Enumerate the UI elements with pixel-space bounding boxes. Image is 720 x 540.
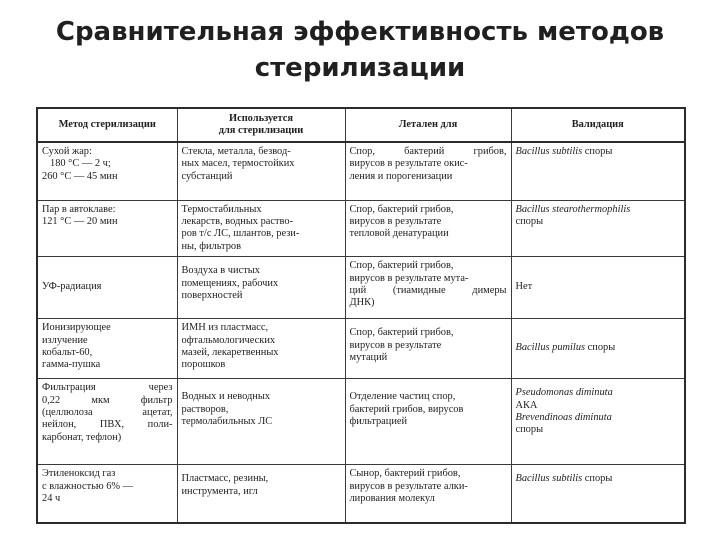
cell-line: гамма-пушка bbox=[42, 359, 101, 371]
organism-name: Pseudomonas diminuta bbox=[515, 387, 613, 399]
cell-method bbox=[37, 257, 177, 319]
cell-line: излучение bbox=[42, 334, 88, 346]
cell-kills bbox=[345, 200, 511, 257]
table-header-row bbox=[37, 108, 685, 142]
cell-validation bbox=[511, 142, 685, 200]
cell-line: растворов, bbox=[181, 403, 229, 415]
cell-line bbox=[516, 146, 681, 158]
cell-line: АКА bbox=[515, 399, 538, 411]
cell-line: лирования молекул bbox=[349, 492, 435, 504]
cell-line: бактерий грибов, вирусов bbox=[349, 403, 464, 415]
cell-line bbox=[516, 342, 681, 354]
header-validation: Валидация bbox=[511, 108, 685, 142]
cell-line: с влажностью 6% — bbox=[42, 480, 134, 492]
cell-line: Водных и неводных bbox=[181, 391, 271, 403]
cell-line: Пластмасс, резины, bbox=[181, 473, 269, 485]
cell-line: Воздуха в чистых bbox=[181, 265, 260, 277]
cell-line: порошков bbox=[181, 359, 226, 371]
cell-line: Отделение частиц спор, bbox=[349, 391, 456, 403]
cell-line: 0,22 мкм фильтр bbox=[42, 394, 173, 406]
slide-title-line-1: Сравнительная эффективность методов bbox=[55, 17, 665, 47]
cell-line: Спор, бактерий грибов, bbox=[349, 327, 454, 339]
cell-used-for bbox=[177, 465, 345, 523]
organism-suffix: споры bbox=[515, 424, 544, 436]
cell-line: субстанций bbox=[181, 170, 233, 182]
cell-line: 121 °С — 20 мин bbox=[42, 215, 118, 227]
cell-used-for bbox=[177, 200, 345, 257]
sterilization-table-container bbox=[36, 107, 684, 522]
table-row-autoclave bbox=[37, 200, 685, 257]
cell-line: ления и порогенизации bbox=[349, 170, 453, 182]
cell-line: ных масел, термостойких bbox=[181, 158, 295, 170]
cell-line: Сухой жар: bbox=[42, 146, 92, 157]
cell-kills bbox=[345, 257, 511, 319]
organism-suffix: споры bbox=[585, 342, 616, 354]
header-used-for-line-1: Используется bbox=[229, 112, 293, 124]
cell-line: Термостабильных bbox=[181, 203, 262, 215]
slide-title bbox=[0, 14, 720, 86]
cell-line: вирусов в результате мута- bbox=[349, 272, 469, 284]
cell-kills bbox=[345, 319, 511, 379]
cell-line: Стекла, металла, безвод- bbox=[181, 146, 291, 157]
cell-line: поверхностей bbox=[181, 289, 243, 301]
cell-line: Спор, бактерий грибов, bbox=[349, 260, 454, 272]
cell-kills bbox=[345, 142, 511, 200]
cell-validation bbox=[511, 379, 685, 465]
cell-line: лекарств, водных раство- bbox=[181, 215, 294, 227]
cell-validation bbox=[511, 257, 685, 319]
cell-method bbox=[37, 200, 177, 257]
cell-line: УФ-радиация bbox=[42, 281, 102, 293]
cell-used-for bbox=[177, 319, 345, 379]
organism-name: Bacillus subtilis bbox=[515, 473, 583, 485]
cell-line: 180 °С — 2 ч; bbox=[50, 158, 111, 170]
cell-line: ны, фильтров bbox=[181, 240, 242, 252]
cell-line: тепловой денатурации bbox=[349, 228, 449, 240]
cell-line: Ионизирующее bbox=[42, 322, 111, 334]
cell-line: Фильтрация через bbox=[42, 382, 173, 394]
cell-line: Спор, бактерий грибов, bbox=[349, 203, 454, 215]
cell-line: ДНК) bbox=[349, 297, 375, 309]
cell-line: фильтрацией bbox=[349, 415, 408, 427]
cell-validation bbox=[511, 319, 685, 379]
organism-name: Bacillus stearothermophilis bbox=[515, 203, 631, 215]
cell-line: вирусов в результате bbox=[349, 215, 442, 227]
cell-line: ИМН из пластмасс, bbox=[181, 322, 269, 334]
cell-line: 260 °С — 45 мин bbox=[42, 170, 118, 182]
cell-line: нейлон, ПВХ, поли- bbox=[42, 419, 173, 431]
header-used-for-line-2: для стерилизации bbox=[218, 125, 304, 136]
cell-line: (целлюлоза ацетат, bbox=[42, 406, 173, 418]
organism-name: Brevendinoas diminuta bbox=[515, 411, 612, 423]
cell-line: Пар в автоклаве: bbox=[42, 203, 116, 215]
cell-line bbox=[516, 473, 681, 485]
cell-used-for bbox=[177, 142, 345, 200]
cell-line: Этиленоксид газ bbox=[42, 468, 116, 480]
cell-line: вирусов в результате bbox=[349, 339, 442, 351]
header-used-for bbox=[177, 108, 345, 142]
table-row-ionizing bbox=[37, 319, 685, 379]
sterilization-methods-table bbox=[36, 107, 686, 524]
cell-line: ров т/с ЛС, шлантов, рези- bbox=[181, 228, 300, 240]
organism-suffix: споры bbox=[582, 473, 613, 485]
organism-name: Bacillus pumilus bbox=[515, 342, 586, 354]
cell-line: кобальт-60, bbox=[42, 346, 93, 358]
cell-line: Спор, бактерий грибов, bbox=[349, 146, 507, 157]
cell-used-for bbox=[177, 257, 345, 319]
cell-line: карбонат, тефлон) bbox=[42, 431, 122, 443]
table-row-filtration bbox=[37, 379, 685, 465]
header-method: Метод стерилизации bbox=[37, 108, 177, 142]
cell-used-for bbox=[177, 379, 345, 465]
cell-line: инструмента, игл bbox=[181, 485, 258, 497]
cell-line: мазей, лекаретвенных bbox=[181, 346, 279, 358]
cell-line: помещениях, рабочих bbox=[181, 277, 279, 289]
cell-method bbox=[37, 142, 177, 200]
organism-name: Bacillus subtilis bbox=[515, 146, 583, 157]
cell-validation bbox=[511, 200, 685, 257]
organism-suffix: Нет bbox=[515, 281, 533, 293]
cell-line: вирусов в результате алки- bbox=[349, 480, 468, 492]
cell-line: вирусов в результате окис- bbox=[349, 158, 468, 170]
cell-line: ций (тиамидные димеры bbox=[349, 284, 507, 296]
cell-validation bbox=[511, 465, 685, 523]
table-row-uv bbox=[37, 257, 685, 319]
cell-line: Сынор, бактерий грибов, bbox=[349, 468, 461, 480]
table-row-dry-heat bbox=[37, 142, 685, 200]
header-kills: Летален для bbox=[345, 108, 511, 142]
organism-suffix: споры bbox=[582, 146, 613, 157]
organism-suffix: споры bbox=[515, 215, 544, 227]
cell-method bbox=[37, 319, 177, 379]
cell-kills bbox=[345, 465, 511, 523]
table-row-ethylene-oxide bbox=[37, 465, 685, 523]
cell-method bbox=[37, 465, 177, 523]
cell-line: термолабильных ЛС bbox=[181, 415, 273, 427]
cell-line: офтальмологических bbox=[181, 334, 276, 346]
cell-kills bbox=[345, 379, 511, 465]
slide-title-line-2: стерилизации bbox=[254, 53, 466, 83]
cell-method bbox=[37, 379, 177, 465]
cell-line: мутаций bbox=[349, 351, 388, 363]
cell-line: 24 ч bbox=[42, 492, 61, 504]
